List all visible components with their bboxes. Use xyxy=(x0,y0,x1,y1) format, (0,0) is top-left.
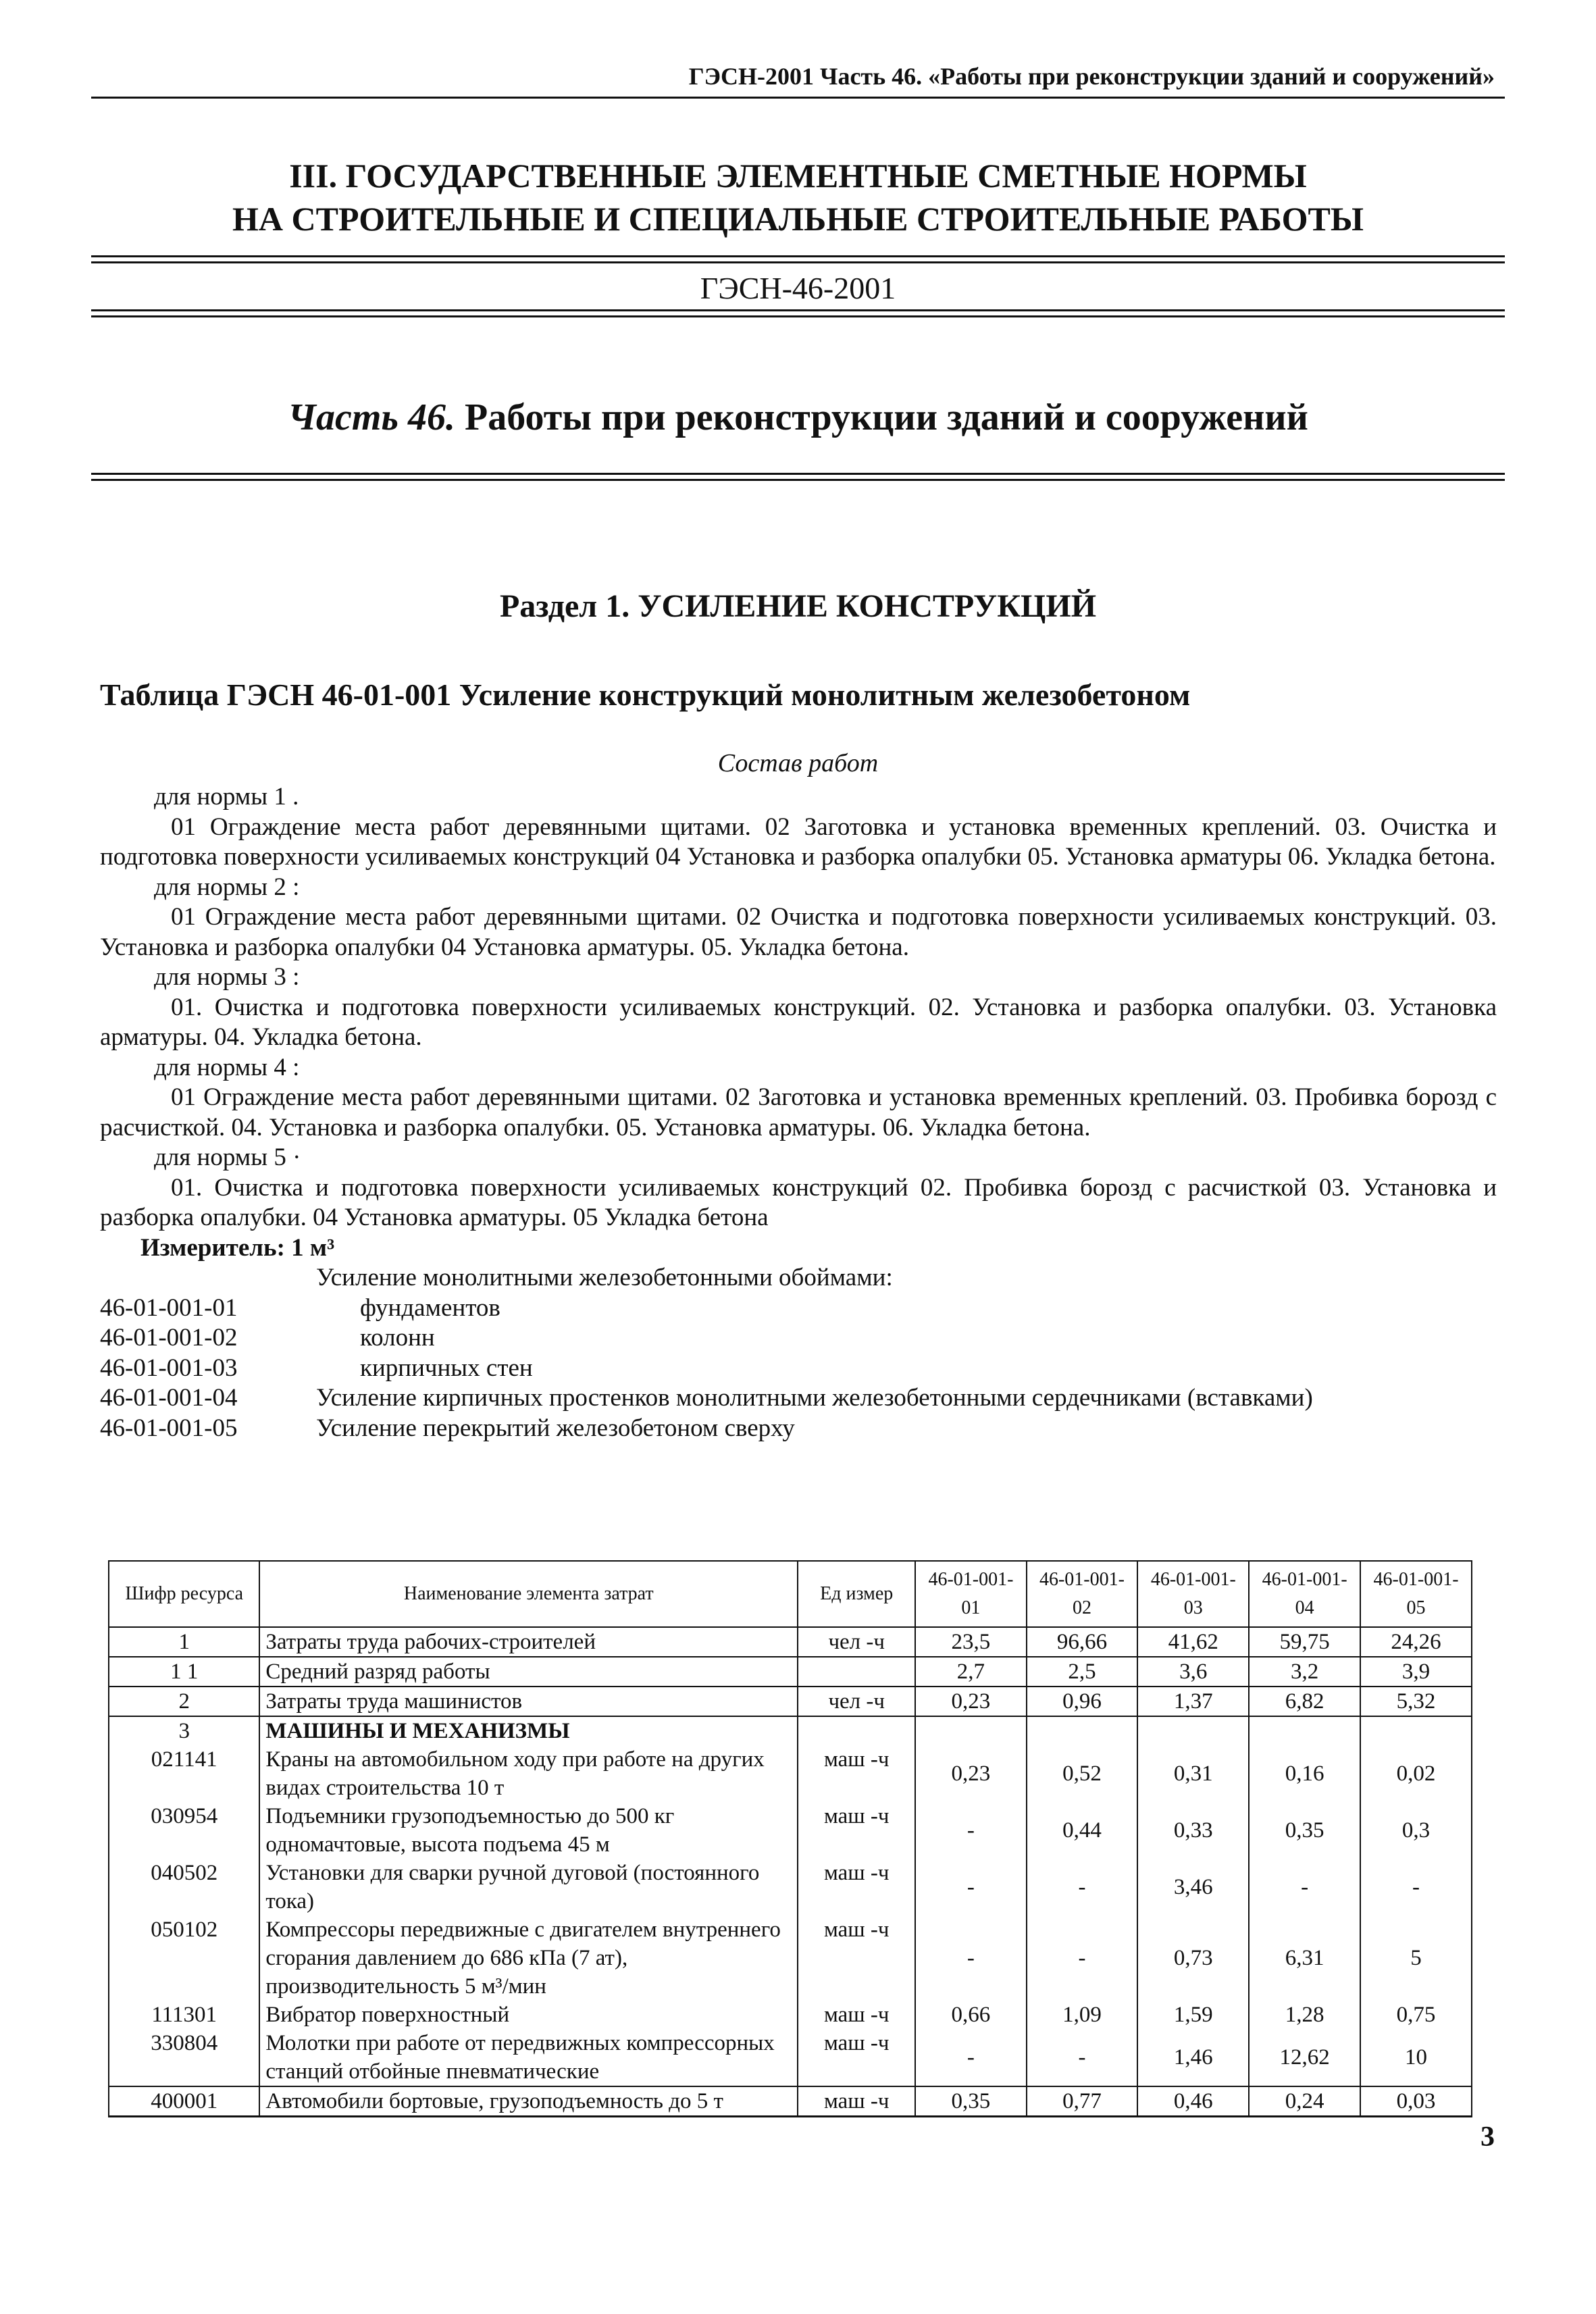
resource-code: 330804 xyxy=(109,2029,259,2086)
resource-unit xyxy=(798,1657,915,1687)
norm-2-label: для нормы 2 : xyxy=(154,873,300,901)
col-header-code: Шифр ресурса xyxy=(109,1561,259,1627)
resource-code: 1 1 xyxy=(109,1657,259,1687)
resource-code: 021141 xyxy=(109,1745,259,1802)
part-title xyxy=(0,396,1596,439)
norm-value: 24,26 xyxy=(1360,1627,1472,1657)
norm-value: 3,2 xyxy=(1249,1657,1360,1687)
norm-value xyxy=(1360,1716,1472,1745)
resource-code: 040502 xyxy=(109,1859,259,1916)
norm-value: 0,03 xyxy=(1360,2086,1472,2117)
resource-code: 1 xyxy=(109,1627,259,1657)
resource-name: Краны на автомобильном ходу при работе на других видах строительства 10 т xyxy=(259,1745,798,1802)
work-composition xyxy=(100,782,1497,1443)
code-row xyxy=(100,1414,1497,1444)
code: 46-01-001-01 xyxy=(100,1293,238,1322)
norm-value: 0,23 xyxy=(915,1745,1026,1802)
resource-code: 111301 xyxy=(109,2001,259,2029)
table-row xyxy=(109,1859,1472,1916)
norm-value: 0,24 xyxy=(1249,2086,1360,2117)
col-header-norm-5: 46-01-001-05 xyxy=(1360,1561,1472,1627)
col-header-norm-3: 46-01-001-03 xyxy=(1137,1561,1249,1627)
code: 46-01-001-05 xyxy=(100,1414,238,1442)
section-title: Раздел 1. УСИЛЕНИЕ КОНСТРУКЦИЙ xyxy=(499,588,1097,624)
resource-code: 3 xyxy=(109,1716,259,1745)
table-row xyxy=(109,2029,1472,2086)
code-row xyxy=(100,1383,1497,1414)
table-row xyxy=(109,1916,1472,2001)
part-label: Часть 46. xyxy=(288,396,456,438)
resource-code: 400001 xyxy=(109,2086,259,2117)
measure-value: 1 м³ xyxy=(291,1233,335,1262)
norm-value: 0,44 xyxy=(1027,1802,1138,1859)
norm-value: 6,31 xyxy=(1249,1916,1360,2001)
norm-value: 0,77 xyxy=(1027,2086,1138,2117)
norm-value: 0,02 xyxy=(1360,1745,1472,1802)
part-name: Работы при реконструкции зданий и сооружений xyxy=(465,396,1308,438)
code-row xyxy=(100,1323,1497,1354)
resource-name: Установки для сварки ручной дуговой (постоянного тока) xyxy=(259,1859,798,1916)
norm-value: 0,96 xyxy=(1027,1687,1138,1716)
resource-unit: маш -ч xyxy=(798,1916,915,2001)
code: 46-01-001-04 xyxy=(100,1384,238,1412)
code: 46-01-001-02 xyxy=(100,1324,238,1352)
table-row xyxy=(109,2086,1472,2117)
title-line-1: III. ГОСУДАРСТВЕННЫЕ ЭЛЕМЕНТНЫЕ СМЕТНЫЕ НОРМЫ xyxy=(289,157,1307,195)
norm-3-text: 01. Очистка и подготовка поверхности усиливаемых конструкций. 02. Установка и разборка опалубки. 03. Установка арматуры. 04. Укладка бетона. xyxy=(100,993,1497,1051)
norm-value: 0,35 xyxy=(1249,1802,1360,1859)
code-row xyxy=(100,1354,1497,1384)
measure-label: Измеритель: xyxy=(140,1233,285,1262)
resource-name: Средний разряд работы xyxy=(259,1657,798,1687)
running-header: ГЭСН-2001 Часть 46. «Работы при реконструкции зданий и сооружений» xyxy=(688,63,1495,90)
resource-name: Подъемники грузоподъемностью до 500 кг одномачтовые, высота подъема 45 м xyxy=(259,1802,798,1859)
norm-value: 0,46 xyxy=(1137,2086,1249,2117)
norm-value: 0,75 xyxy=(1360,2001,1472,2029)
resource-code: 050102 xyxy=(109,1916,259,2001)
table-title: Таблица ГЭСН 46-01-001 Усиление конструкций монолитным железобетоном xyxy=(100,677,1191,712)
norm-value xyxy=(1249,1716,1360,1745)
norm-value: - xyxy=(915,1859,1026,1916)
code-list xyxy=(100,1293,1497,1444)
code-desc: кирпичных стен xyxy=(360,1354,533,1382)
norm-value: - xyxy=(915,1802,1026,1859)
code-desc: колонн xyxy=(360,1324,435,1352)
norm-value: 1,46 xyxy=(1137,2029,1249,2086)
norm-4-label: для нормы 4 : xyxy=(154,1053,300,1081)
resource-name: Вибратор поверхностный xyxy=(259,2001,798,2029)
norm-value: 2,5 xyxy=(1027,1657,1138,1687)
table-row xyxy=(109,1657,1472,1687)
norm-value: 0,3 xyxy=(1360,1802,1472,1859)
resource-unit: маш -ч xyxy=(798,2029,915,2086)
norm-value: - xyxy=(1249,1859,1360,1916)
norm-value: 2,7 xyxy=(915,1657,1026,1687)
resource-name: МАШИНЫ И МЕХАНИЗМЫ xyxy=(259,1716,798,1745)
col-header-norm-1: 46-01-001-01 xyxy=(915,1561,1026,1627)
norm-3-label: для нормы 3 : xyxy=(154,963,300,991)
resource-code: 2 xyxy=(109,1687,259,1716)
page-number: 3 xyxy=(1481,2122,1495,2153)
norm-value: - xyxy=(1027,2029,1138,2086)
resource-unit: маш -ч xyxy=(798,1802,915,1859)
norm-value: 6,82 xyxy=(1249,1687,1360,1716)
code-desc: Усиление кирпичных простенков монолитными железобетонными сердечниками (вставками) xyxy=(316,1384,1313,1412)
norm-value: - xyxy=(915,1916,1026,2001)
norm-5-text: 01. Очистка и подготовка поверхности усиливаемых конструкций 02. Пробивка борозд с расчисткой 03. Установка и разборка опалубки. 04 Установка арматуры. 05 Укладка бетона xyxy=(100,1173,1497,1231)
code-desc: фундаментов xyxy=(360,1293,500,1322)
norm-value: - xyxy=(915,2029,1026,2086)
table-row xyxy=(109,1802,1472,1859)
resource-name: Молотки при работе от передвижных компрессорных станций отбойные пневматические xyxy=(259,2029,798,2086)
norm-value xyxy=(915,1716,1026,1745)
resource-name: Автомобили бортовые, грузоподъемность до 5 т xyxy=(259,2086,798,2117)
norm-value xyxy=(1027,1716,1138,1745)
resource-unit: чел -ч xyxy=(798,1627,915,1657)
resource-table xyxy=(108,1560,1472,2117)
group-heading: Усиление монолитными железобетонными обоймами: xyxy=(316,1264,893,1291)
norm-value: 1,37 xyxy=(1137,1687,1249,1716)
title-line-2: НА СТРОИТЕЛЬНЫЕ И СПЕЦИАЛЬНЫЕ СТРОИТЕЛЬНЫЕ РАБОТЫ xyxy=(232,200,1364,238)
table-row xyxy=(109,1627,1472,1657)
norm-value xyxy=(1137,1716,1249,1745)
resource-code: 030954 xyxy=(109,1802,259,1859)
col-header-norm-2: 46-01-001-02 xyxy=(1027,1561,1138,1627)
norm-value: 59,75 xyxy=(1249,1627,1360,1657)
col-header-norm-4: 46-01-001-04 xyxy=(1249,1561,1360,1627)
resource-unit xyxy=(798,1716,915,1745)
norm-1-text: 01 Ограждение места работ деревянными щитами. 02 Заготовка и установка временных креплений. 03. Очистка и подготовка поверхности усиливаемых конструкций 04 Установка и разборка опалубки 05. Установка арматуры 06. Укладка бетона. xyxy=(100,813,1497,871)
resource-unit: маш -ч xyxy=(798,2001,915,2029)
norm-value: 0,73 xyxy=(1137,1916,1249,2001)
document-title xyxy=(0,154,1596,240)
code: 46-01-001-03 xyxy=(100,1354,238,1382)
norm-value: 0,16 xyxy=(1249,1745,1360,1802)
code-row xyxy=(100,1293,1497,1324)
norm-value: 12,62 xyxy=(1249,2029,1360,2086)
norm-2-text: 01 Ограждение места работ деревянными щитами. 02 Очистка и подготовка поверхности усиливаемых конструкций. 03. Установка и разборка опалубки 04 Установка арматуры. 05. Укладка бетона. xyxy=(100,903,1497,961)
divider-bottom xyxy=(91,473,1505,481)
norm-value: 0,66 xyxy=(915,2001,1026,2029)
norm-value: 0,52 xyxy=(1027,1745,1138,1802)
header-rule xyxy=(91,97,1505,99)
resource-unit: маш -ч xyxy=(798,1859,915,1916)
table-row xyxy=(109,1716,1472,1745)
norm-value: 0,31 xyxy=(1137,1745,1249,1802)
table-row xyxy=(109,1745,1472,1802)
norm-value: 0,23 xyxy=(915,1687,1026,1716)
norm-value: 41,62 xyxy=(1137,1627,1249,1657)
table-header-row xyxy=(109,1561,1472,1627)
norm-value: 1,09 xyxy=(1027,2001,1138,2029)
norm-value: 1,59 xyxy=(1137,2001,1249,2029)
norm-value: - xyxy=(1027,1916,1138,2001)
norm-value: 0,33 xyxy=(1137,1802,1249,1859)
norm-4-text: 01 Ограждение места работ деревянными щитами. 02 Заготовка и установка временных креплений. 03. Пробивка борозд с расчисткой. 04. Установка и разборка опалубки. 05. Установка арматуры. 06. Укладка бетона. xyxy=(100,1083,1497,1141)
norm-value: 5 xyxy=(1360,1916,1472,2001)
col-header-unit: Ед измер xyxy=(798,1561,915,1627)
norm-value: - xyxy=(1360,1859,1472,1916)
measure xyxy=(100,1233,1497,1264)
norm-1-label: для нормы 1 . xyxy=(154,783,299,811)
table-row xyxy=(109,2001,1472,2029)
divider-top xyxy=(91,255,1505,263)
col-header-name: Наименование элемента затрат xyxy=(259,1561,798,1627)
divider-mid xyxy=(91,309,1505,317)
resource-unit: чел -ч xyxy=(798,1687,915,1716)
norm-value: 1,28 xyxy=(1249,2001,1360,2029)
norm-value: 3,9 xyxy=(1360,1657,1472,1687)
resource-name: Затраты труда машинистов xyxy=(259,1687,798,1716)
norm-value: 96,66 xyxy=(1027,1627,1138,1657)
norm-value: 23,5 xyxy=(915,1627,1026,1657)
resource-unit: маш -ч xyxy=(798,1745,915,1802)
standard-code: ГЭСН-46-2001 xyxy=(700,271,896,305)
norm-value: 3,6 xyxy=(1137,1657,1249,1687)
code-desc: Усиление перекрытий железобетоном сверху xyxy=(316,1414,795,1442)
norm-5-label: для нормы 5 · xyxy=(154,1143,301,1171)
table-row xyxy=(109,1687,1472,1716)
norm-value: 5,32 xyxy=(1360,1687,1472,1716)
resource-name: Затраты труда рабочих-строителей xyxy=(259,1627,798,1657)
norm-value: 0,35 xyxy=(915,2086,1026,2117)
resource-unit: маш -ч xyxy=(798,2086,915,2117)
norm-value: - xyxy=(1027,1859,1138,1916)
resource-name: Компрессоры передвижные с двигателем внутреннего сгорания давлением до 686 кПа (7 ат), производительность 5 м³/мин xyxy=(259,1916,798,2001)
norm-value: 10 xyxy=(1360,2029,1472,2086)
norm-value: 3,46 xyxy=(1137,1859,1249,1916)
composition-heading: Состав работ xyxy=(717,749,879,777)
